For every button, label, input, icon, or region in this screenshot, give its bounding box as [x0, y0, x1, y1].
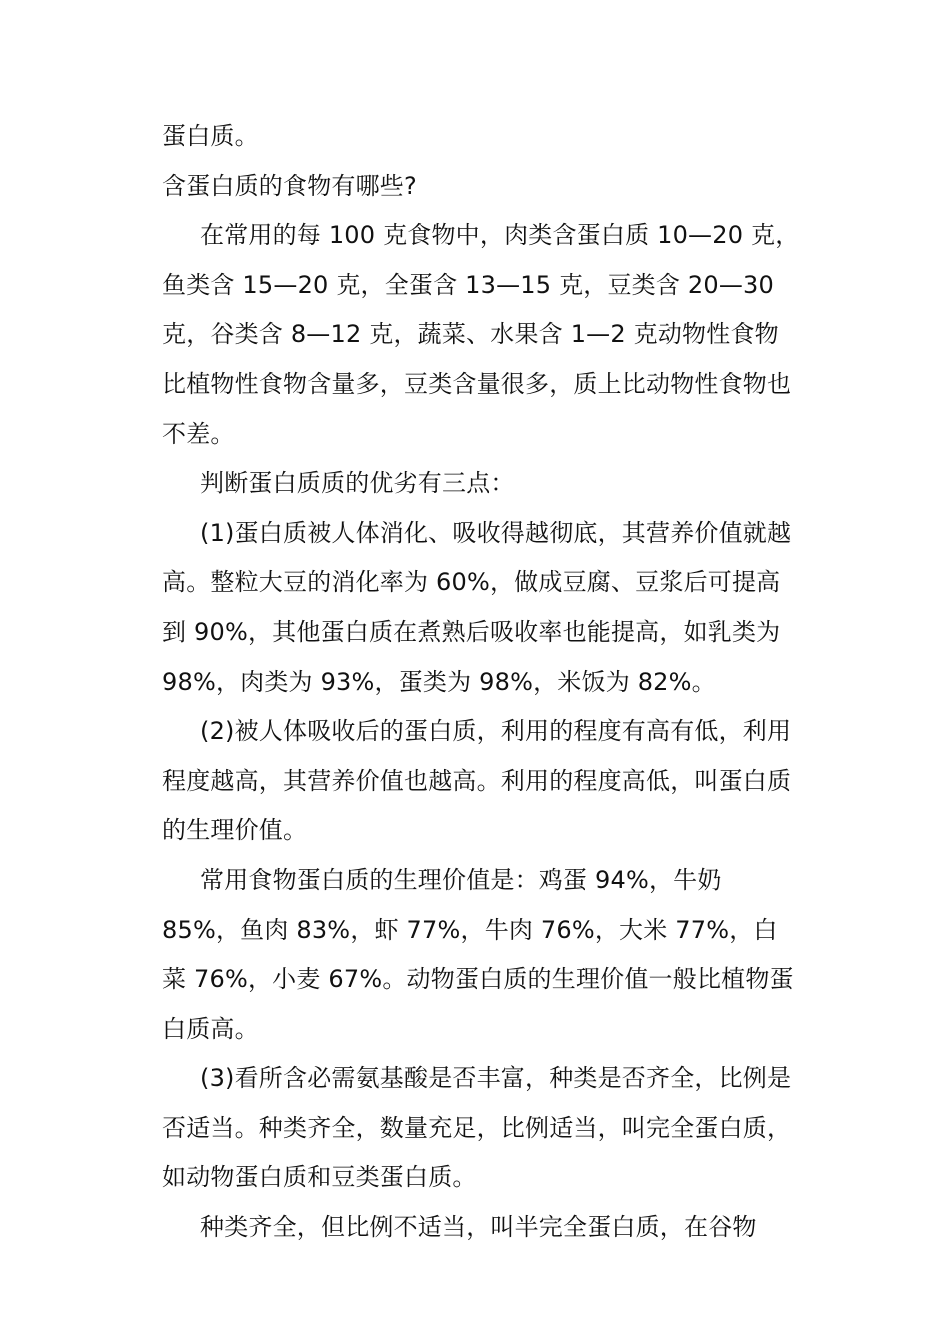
paragraph-quality-criteria-intro: 判断蛋白质质的优劣有三点： — [200, 469, 515, 498]
paragraph-protein-content: 在常用的每 100 克食物中，肉类含蛋白质 10—20 克，鱼类含 15—20 克，全蛋含 13—15 克，豆类含 20—30 克，谷类含 8—12 克，蔬菜、水果含 1—2 克动物性食物比植物性食物含量多，豆类含量很多，质上比动物性食物也不差。 — [162, 221, 800, 448]
paragraph-continuation: 蛋白质。 — [162, 122, 259, 150]
paragraph-criterion-2: (2)被人体吸收后的蛋白质，利用的程度有高有低，利用程度越高，其营养价值也越高。利用的程度高低，叫蛋白质的生理价值。 — [162, 717, 792, 845]
paragraph-criterion-1: (1)蛋白质被人体消化、吸收得越彻底，其营养价值就越高。整粒大豆的消化率为 60%，做成豆腐、豆浆后可提高到 90%，其他蛋白质在煮熟后吸收率也能提高，如乳类为 98%，肉类为 93%，蛋类为 98%，米饭为 82%。 — [162, 518, 792, 696]
section-heading: 含蛋白质的食物有哪些? — [162, 171, 417, 200]
paragraph-semi-complete-protein: 种类齐全，但比例不适当，叫半完全蛋白质，在谷物 — [200, 1213, 757, 1242]
paragraph-criterion-3: (3)看所含必需氨基酸是否丰富，种类是否齐全，比例是否适当。种类齐全，数量充足，比例适当，叫完全蛋白质，如动物蛋白质和豆类蛋白质。 — [162, 1064, 792, 1192]
paragraph-biological-values: 常用食物蛋白质的生理价值是：鸡蛋 94%，牛奶 85%，鱼肉 83%，虾 77%，牛肉 76%，大米 77%，白菜 76%，小麦 67%。动物蛋白质的生理价值一般比植物蛋白质高。 — [162, 865, 794, 1043]
